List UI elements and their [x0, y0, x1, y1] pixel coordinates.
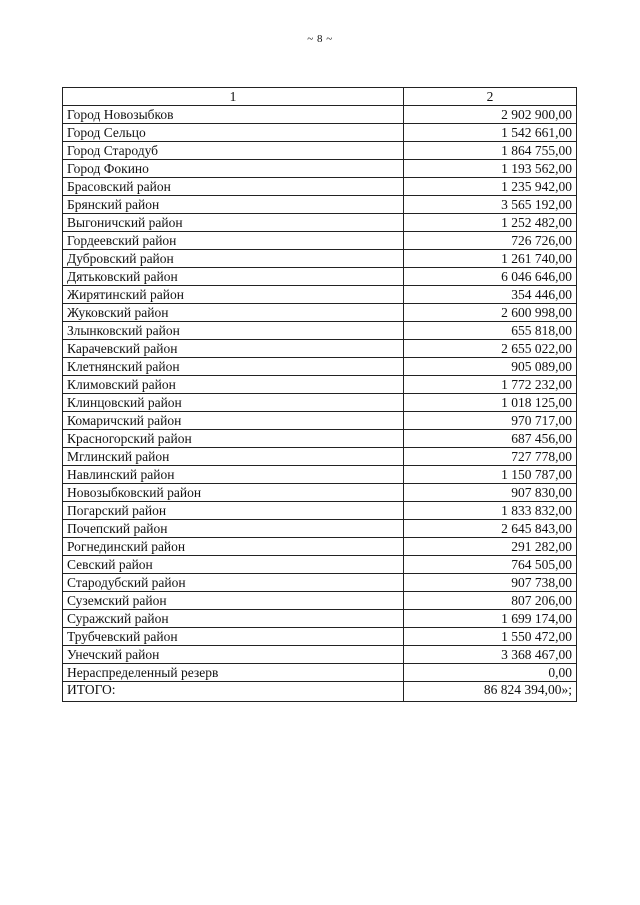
table-row — [63, 430, 577, 448]
table-row — [63, 502, 577, 520]
table-row — [63, 484, 577, 502]
amount-value: 1 193 562,00 — [404, 160, 577, 178]
table-row — [63, 574, 577, 592]
municipality-name: Клинцовский район — [63, 394, 404, 412]
municipality-name: Брасовский район — [63, 178, 404, 196]
municipality-name: Нераспределенный резерв — [63, 664, 404, 682]
municipality-name: Клетнянский район — [63, 358, 404, 376]
municipality-name: Брянский район — [63, 196, 404, 214]
municipality-name: Выгоничский район — [63, 214, 404, 232]
amount-value: 1 772 232,00 — [404, 376, 577, 394]
table-row — [63, 664, 577, 682]
amount-value: 1 150 787,00 — [404, 466, 577, 484]
municipality-name: Рогнединский район — [63, 538, 404, 556]
total-row — [63, 682, 577, 702]
municipality-name: Трубчевский район — [63, 628, 404, 646]
table-row — [63, 142, 577, 160]
table-row — [63, 304, 577, 322]
amount-value: 687 456,00 — [404, 430, 577, 448]
amount-value: 291 282,00 — [404, 538, 577, 556]
amount-value: 0,00 — [404, 664, 577, 682]
municipality-name: Унечский район — [63, 646, 404, 664]
table-row — [63, 214, 577, 232]
municipality-name: Город Фокино — [63, 160, 404, 178]
amount-value: 905 089,00 — [404, 358, 577, 376]
municipality-name: Суземский район — [63, 592, 404, 610]
amount-value: 1 018 125,00 — [404, 394, 577, 412]
table-row — [63, 448, 577, 466]
table-row — [63, 268, 577, 286]
amount-value: 655 818,00 — [404, 322, 577, 340]
amount-value: 1 699 174,00 — [404, 610, 577, 628]
total-amount: 86 824 394,00»; — [404, 682, 577, 702]
municipality-name: Гордеевский район — [63, 232, 404, 250]
municipality-name: Комаричский район — [63, 412, 404, 430]
table-row — [63, 160, 577, 178]
table-row — [63, 520, 577, 538]
column-header-2: 2 — [404, 88, 577, 106]
municipality-name: Жирятинский район — [63, 286, 404, 304]
amount-value: 1 864 755,00 — [404, 142, 577, 160]
table-row — [63, 466, 577, 484]
amount-value: 1 261 740,00 — [404, 250, 577, 268]
table-row — [63, 394, 577, 412]
table-row — [63, 322, 577, 340]
municipality-name: Погарский район — [63, 502, 404, 520]
amount-value: 907 738,00 — [404, 574, 577, 592]
municipality-name: Климовский район — [63, 376, 404, 394]
table-row — [63, 232, 577, 250]
table-header — [63, 88, 577, 106]
table-row — [63, 106, 577, 124]
table-footer — [63, 682, 577, 702]
amount-value: 1 550 472,00 — [404, 628, 577, 646]
amount-value: 2 645 843,00 — [404, 520, 577, 538]
page-number: ~ 8 ~ — [307, 33, 333, 45]
amount-value: 1 542 661,00 — [404, 124, 577, 142]
municipality-name: Город Сельцо — [63, 124, 404, 142]
amount-value: 727 778,00 — [404, 448, 577, 466]
table-row — [63, 412, 577, 430]
table-row — [63, 178, 577, 196]
amount-value: 6 046 646,00 — [404, 268, 577, 286]
municipality-name: Город Стародуб — [63, 142, 404, 160]
municipality-name: Город Новозыбков — [63, 106, 404, 124]
municipality-name: Дятьковский район — [63, 268, 404, 286]
amount-value: 2 655 022,00 — [404, 340, 577, 358]
table-body — [63, 106, 577, 682]
table-row — [63, 286, 577, 304]
table-row — [63, 610, 577, 628]
amount-value: 907 830,00 — [404, 484, 577, 502]
amount-value: 1 252 482,00 — [404, 214, 577, 232]
municipality-name: Стародубский район — [63, 574, 404, 592]
table-row — [63, 124, 577, 142]
table-row — [63, 646, 577, 664]
table-row — [63, 556, 577, 574]
municipality-name: Суражский район — [63, 610, 404, 628]
amount-value: 354 446,00 — [404, 286, 577, 304]
table-row — [63, 592, 577, 610]
total-label: ИТОГО: — [63, 682, 404, 702]
municipality-name: Злынковский район — [63, 322, 404, 340]
amount-value: 970 717,00 — [404, 412, 577, 430]
amount-value: 764 505,00 — [404, 556, 577, 574]
municipality-name: Карачевский район — [63, 340, 404, 358]
table-row — [63, 538, 577, 556]
municipality-name: Севский район — [63, 556, 404, 574]
municipality-name: Навлинский район — [63, 466, 404, 484]
municipality-name: Дубровский район — [63, 250, 404, 268]
table-row — [63, 358, 577, 376]
amount-value: 807 206,00 — [404, 592, 577, 610]
amount-value: 2 902 900,00 — [404, 106, 577, 124]
amount-value: 3 565 192,00 — [404, 196, 577, 214]
table-row — [63, 340, 577, 358]
municipality-name: Мглинский район — [63, 448, 404, 466]
municipality-name: Почепский район — [63, 520, 404, 538]
table-row — [63, 628, 577, 646]
municipality-name: Новозыбковский район — [63, 484, 404, 502]
amount-value: 1 833 832,00 — [404, 502, 577, 520]
table-row — [63, 376, 577, 394]
table-row — [63, 250, 577, 268]
municipality-name: Жуковский район — [63, 304, 404, 322]
amount-value: 2 600 998,00 — [404, 304, 577, 322]
municipality-name: Красногорский район — [63, 430, 404, 448]
table-row — [63, 196, 577, 214]
distribution-table — [62, 87, 577, 702]
amount-value: 726 726,00 — [404, 232, 577, 250]
column-header-1: 1 — [63, 88, 404, 106]
header-row — [63, 88, 577, 106]
amount-value: 1 235 942,00 — [404, 178, 577, 196]
amount-value: 3 368 467,00 — [404, 646, 577, 664]
